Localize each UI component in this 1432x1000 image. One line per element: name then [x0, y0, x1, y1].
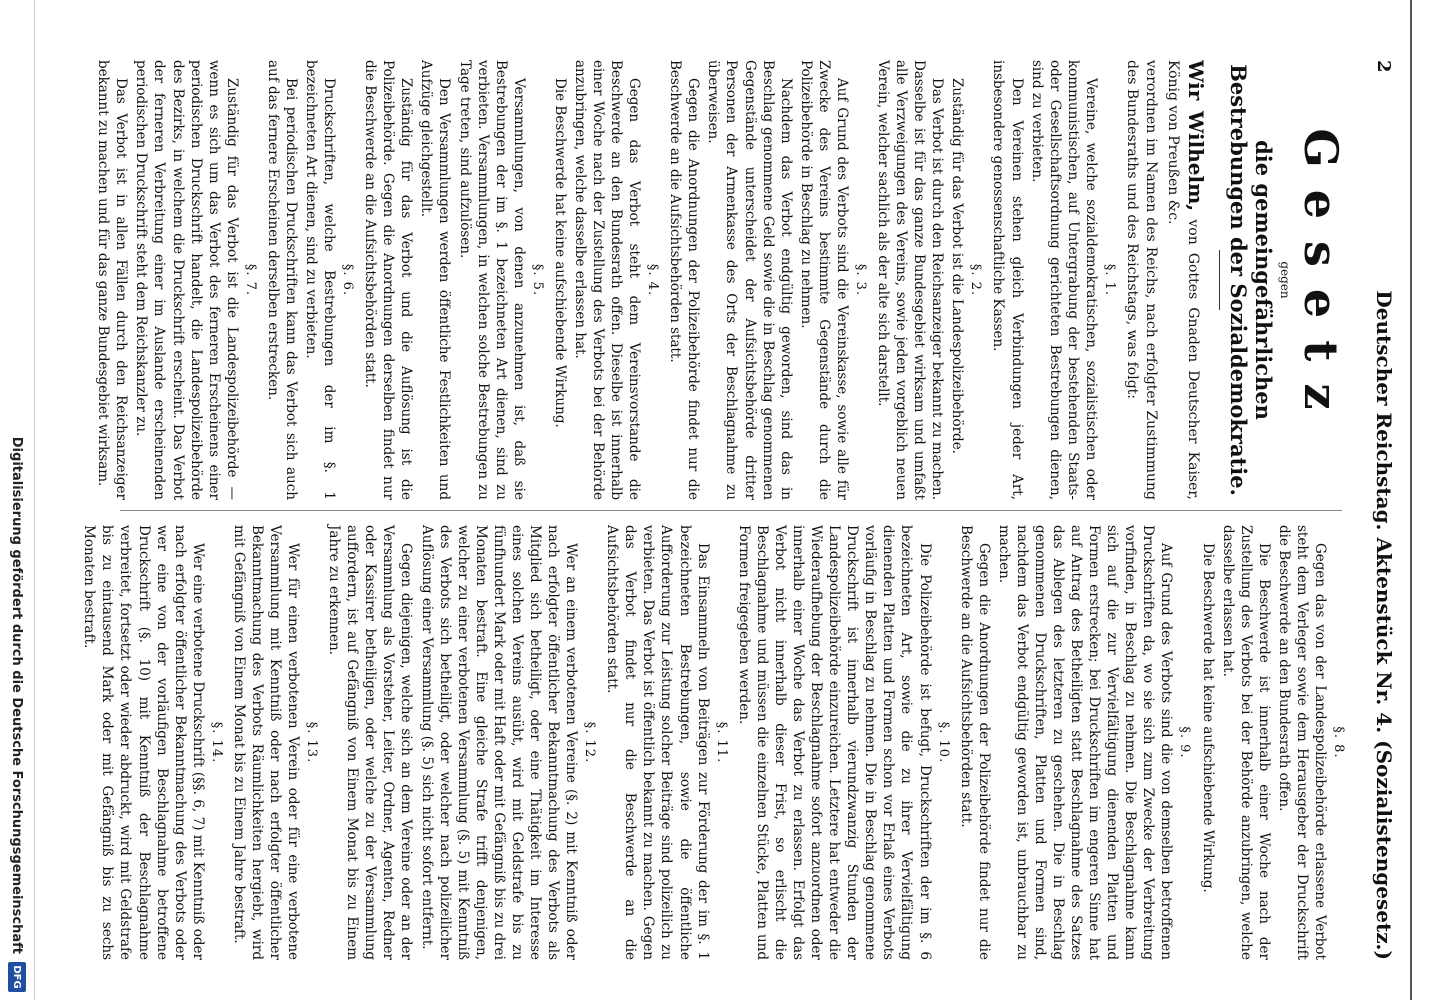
running-title: Deutscher Reichstag. Aktenstück Nr. 4. (Sozialistengesetz.) [1372, 290, 1396, 960]
section-paragraph: Das Verbot ist in allen Fällen durch den Reichsanzeiger bekannt zu machen und für das ganze Bundesgebiet wirksam. [95, 60, 130, 500]
section-heading: §. 1. [1101, 263, 1117, 297]
preamble [1164, 60, 1209, 500]
section-paragraph: Wer eine verbotene Druckschrift (§§. 6, 7) mit Kenntniß oder nach erfolgter öffentlicher Bekanntmachung des Verbots oder wer eine von der vorläufigen Beschlagnahme betroffene Druckschrift (§. 10) mit Kenntniß der Beschlagnahme verbreitet, fortsetzt oder wieder abdruckt, wird mit Geldstrafe bis zu eintausend Mark oder mit Gefängniß bis zu sechs Monaten bestraft. [81, 525, 206, 960]
section-paragraph: Gegen die Anordnungen der Polizeibehörde findet nur die Beschwerde an die Aufsichtsbehörden statt. [667, 60, 702, 500]
page-edge-rule [1410, 0, 1412, 1000]
section-paragraph: Auf Grund des Verbots sind die von demselben betroffenen Druckschriften da, wo sie sich zum Zwecke der Verbreitung vorfinden, in Beschlag zu nehmen. Die Beschlagnahme kann sich auf die zur Vervielfältigung dienenden Platten und Formen erstrecken; bei Druckschriften im engeren Sinne hat auf Antrag des Betheiligten statt Beschlagnahme des Satzes das Ablegen des letzteren zu geschehen. Die in Beschlag genommenen Druckschriften, Platten und Formen sind, nachdem das Verbot endgültig geworden ist, unbrauchbar zu machen. [995, 525, 1175, 960]
section-heading: §. 13. [304, 721, 320, 764]
dfg-logo: DFG [8, 962, 26, 992]
page-header [1364, 60, 1404, 960]
section-paragraph: Den Vereinen stehen gleich Verbindungen jeder Art, insbesondere genossenschaftliche Kassen. [990, 60, 1025, 500]
section-heading: §. 6. [340, 263, 356, 297]
page-number: 2 [1373, 60, 1395, 73]
preamble-lead: Wir Wilhelm, [1183, 60, 1208, 212]
section-paragraph: Zuständig für das Verbot und die Auflösung ist die Polizeibehörde. Gegen die Anordnungen derselben findet nur die Beschwerde an die Aufsichtsbehörden statt. [362, 60, 415, 500]
section-paragraph: Die Beschwerde hat keine aufschiebende Wirkung. [1199, 543, 1216, 893]
right-sections [80, 525, 1346, 960]
section-heading: §. 2. [968, 263, 984, 297]
section-paragraph: Die Beschwerde hat keine aufschiebende Wirkung. [551, 78, 568, 428]
section-heading: §. 4. [645, 263, 661, 297]
section-paragraph: Wer an einem verbotenen Vereine (§. 2) mit Kenntniß oder nach erfolgter öffentlicher Bekanntmachung des Verbots als Mitglied sich betheiligt, oder eine Thätigkeit im Interesse eines solchen Vereins ausübt, wird mit Geldstrafe bis zu fünfhundert Mark oder mit Haft oder mit Gefängniß bis zu drei Monaten bestraft. Eine gleiche Strafe trifft denjenigen, welcher zu einer verbotenen Versammlung (§. 5) mit Kenntniß des Verbots sich betheiligt, oder welcher nach polizeilicher Auflösung einer Versammlung (§. 5) sich nicht sofort entfernt. [418, 525, 580, 960]
column-divider [120, 510, 1342, 511]
section-heading: §. 7. [242, 263, 258, 297]
section-paragraph: Nachdem das Verbot endgültig geworden, sind das in Beschlag genommene Geld sowie die in Beschlag genommenen Gegenstände unterscheidet der Aufsichtsbehörde dritter Personen der Armenkasse des Orts der Beschlagnahme zu überweisen. [705, 60, 794, 500]
section-heading: §. 12. [582, 721, 598, 764]
section-paragraph: Den Versammlungen werden öffentliche Festlichkeiten und Aufzüge gleichgestellt. [418, 60, 453, 500]
right-column [81, 525, 1352, 960]
section-heading: §. 8. [1331, 726, 1346, 759]
section-heading: §. 14. [208, 721, 224, 764]
section-heading: §. 9. [1177, 726, 1193, 759]
digitization-footer [0, 0, 35, 1000]
section-paragraph: Druckschriften, welche Bestrebungen der im §. 1 bezeichneten Art dienen, sind zu verbieten. [303, 60, 338, 500]
left-column [95, 60, 1352, 500]
section-paragraph: Wer für einen verbotenen Verein oder für eine verbotene Versammlung mit Kenntniß oder nach erfolgter öffentlicher Bekanntmachung des Verbots Räumlichkeiten hergiebt, wird mit Gefängniß von Einem Monat bis zu Einem Jahre bestraft. [230, 525, 302, 960]
section-paragraph: Gegen das Verbot steht dem Vereinsvorstande die Beschwerde an den Bundesrath offen. Dieselbe ist innerhalb einer Woche nach der Zustellung des Verbots bei der Behörde anzubringen, welche dasselbe erlassen hat. [571, 60, 643, 500]
section-paragraph: Gegen diejenigen, welche sich an dem Vereine oder an der Versammlung als Vorsteher, Leiter, Ordner, Agenten, Redner oder Kassirer betheiligen, oder welche zu der Versammlung auffordern, ist auf Gefängniß von Einem Monat bis zu Einem Jahre zu erkennen. [326, 525, 415, 960]
section-paragraph: Zuständig für das Verbot ist die Landespolizeibehörde — wenn es sich um das Verbot des ferneren Erscheinens einer periodischen Druckschrift handelt, die Landespolizeibehörde des Bezirks, in welchem die Druckschrift erscheint. Das Verbot der ferneren Verbreitung einer im Auslande erscheinenden periodischen Druckschrift steht dem Reichskanzler zu. [133, 60, 240, 500]
section-paragraph: Gegen das von der Landespolizeibehörde erlassene Verbot steht dem Verleger sowie dem Herausgeber der Druckschrift die Beschwerde an den Bundesrath offen. [1275, 525, 1328, 960]
preamble-continuation: verordnen im Namen des Reichs, nach erfolgter Zustimmung des Bundesraths und des Reichstags, was folgt: [1124, 60, 1159, 500]
section-paragraph: Die Polizeibehörde ist befugt, Druckschriften der im §. 6 bezeichneten Art, sowie die zu ihrer Vervielfältigung dienenden Platten und Formen schon vor Erlaß eines Verbots vorläufig in Beschlag zu nehmen. Die in Beschlag genommene Druckschrift ist innerhalb vierundzwanzig Stunden der Landespolizeibehörde einzureichen. Letztere hat entweder die Wiederaufhebung der Beschlagnahme sofort anzuordnen oder innerhalb einer Woche das Verbot zu erlassen. Erfolgt das Verbot nicht innerhalb dieser Frist, so erlischt die Beschlagnahme und müssen die einzelnen Stücke, Platten und Formen freigegeben werden. [735, 525, 933, 960]
section-heading: §. 3. [852, 263, 868, 297]
section-paragraph: Gegen die Anordnungen der Polizeibehörde findet nur die Beschwerde an die Aufsichtsbehörden statt. [957, 525, 992, 960]
preamble-rest: von Gottes Gnaden Deutscher Kaiser, König von Preußen &c. [1165, 60, 1201, 500]
section-paragraph: Das Verbot ist durch den Reichsanzeiger bekannt zu machen. Dasselbe ist für das ganze Bundesgebiet wirksam und umfaßt alle Verzweigungen des Vereins, sowie jeden vorgeblich neuen Verein, welcher sachlich als der alte sich darstellt. [875, 60, 946, 500]
section-paragraph: Bei periodischen Druckschriften kann das Verbot sich auch auf das fernere Erscheinen derselben erstrecken. [264, 60, 299, 500]
digitization-note: Digitalisierung gefördert durch die Deutsche Forschungsgemeinschaft [9, 436, 25, 954]
title-divider [1219, 250, 1220, 310]
section-paragraph: Versammlungen, von denen anzunehmen ist, daß sie Bestrebungen der im §. 1 bezeichneten Art dienen, sind zu verbieten. Versammlungen, in welchen solche Bestrebungen zu Tage treten, sind aufzulösen. [456, 60, 527, 500]
section-paragraph: Das Einsammeln von Beiträgen zur Förderung der im §. 1 bezeichneten Bestrebungen, sowie die öffentliche Aufforderung zur Leistung solcher Beiträge sind polizeilich zu verbieten. Das Verbot ist öffentlich bekannt zu machen. Gegen das Verbot findet nur die Beschwerde an die Aufsichtsbehörden statt. [604, 525, 711, 960]
section-paragraph: Auf Grund des Verbots sind die Vereinskasse, sowie alle für Zwecke des Vereins bestimmte Gegenstände durch die Polizeibehörde in Beschlag zu nehmen. [797, 60, 850, 500]
law-subtitle: die gemeingefährlichen Bestrebungen der Sozialdemokratie. [1225, 64, 1276, 496]
section-paragraph: Zuständig für das Verbot ist die Landespolizeibehörde. [949, 78, 966, 454]
section-paragraph: Die Beschwerde ist innerhalb einer Woche nach der Zustellung des Verbots bei der Behörde anzubringen, welche dasselbe erlassen hat. [1219, 525, 1272, 960]
section-heading: §. 11. [713, 721, 729, 764]
section-paragraph: Vereine, welche sozialdemokratischen, sozialistischen oder kommunistischen, auf Untergrabung der bestehenden Staats- oder Gesellschaftsordnung gerichteten Bestrebungen dienen, sind zu verbieten. [1028, 60, 1099, 500]
section-heading: §. 5. [529, 263, 545, 297]
law-subtitle-preposition: gegen [1278, 261, 1292, 299]
section-heading: §. 10. [935, 721, 951, 764]
left-sections [94, 60, 1117, 500]
law-title: Gesetz [1294, 128, 1348, 432]
